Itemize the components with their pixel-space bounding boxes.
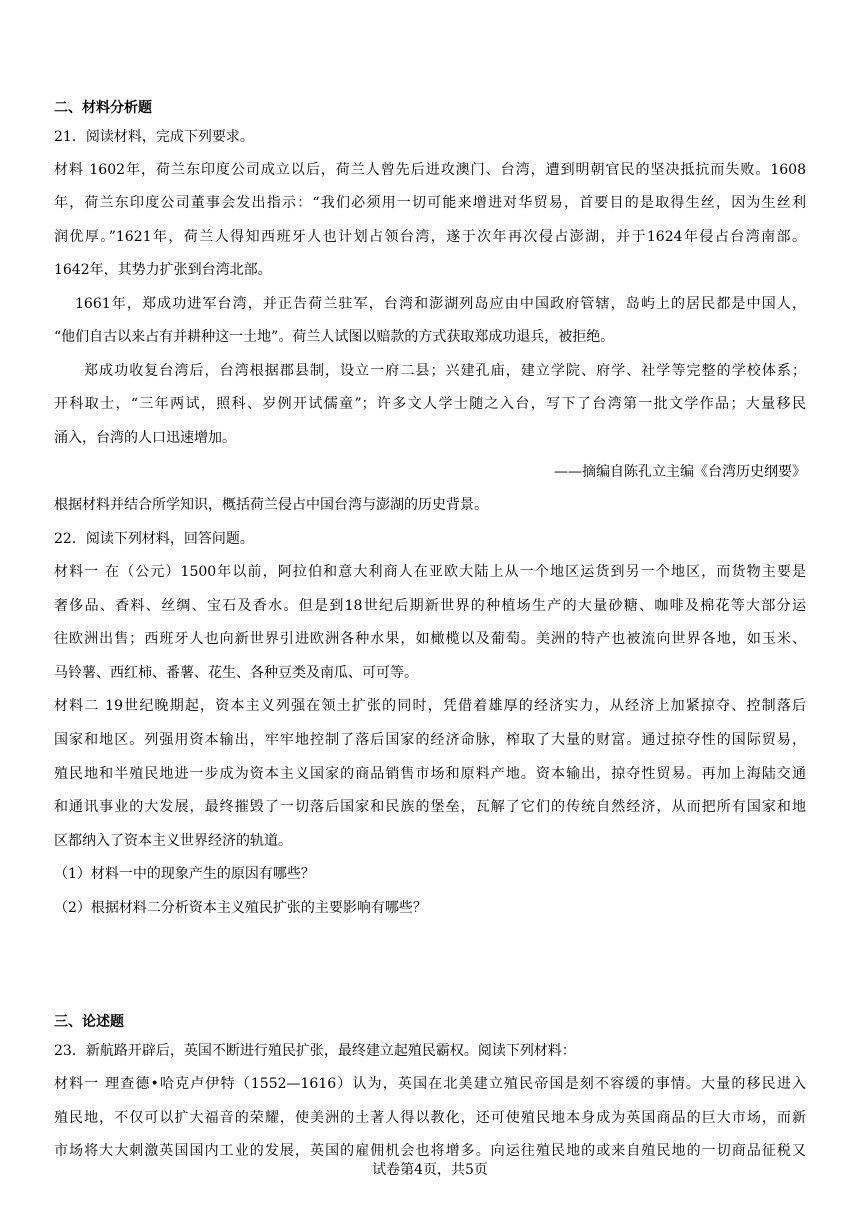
q21-paragraph-3-line: 开科取士，“三年两试，照科、岁例开试儒童”；许多文人学士随之入台，写下了台湾第一批文学作品；大量移民 — [54, 396, 806, 412]
q22-material-1-line: 材料一 在（公元）1500年以前，阿拉伯和意大利商人在亚欧大陆上从一个地区运货到另一个地区，而货物主要是 — [54, 564, 806, 580]
q23-material-1-line: 材料一 理查德•哈克卢伊特（1552—1616）认为，英国在北美建立殖民帝国是刻不容缓的事情。大量的移民进入 — [54, 1076, 806, 1092]
q22-material-2-line: 国家和地区。列强用资本输出，牢牢地控制了落后国家的经济命脉，榨取了大量的财富。通过掠夺性的国际贸易， — [54, 732, 806, 748]
q23-material-1-line: 殖民地，不仅可以扩大福音的荣耀，使美洲的土著人得以教化，还可使殖民地本身成为英国商品的巨大市场，而新 — [54, 1110, 806, 1126]
page-footer: 试卷第4页，共5页 — [372, 1162, 488, 1178]
q22-material-2-line: 区都纳入了资本主义世界经济的轨道。 — [54, 833, 292, 849]
q23-material-1-line: 市场将大大刺激英国国内工业的发展，英国的雇佣机会也将增多。向运往殖民地的或来自殖民地的一切商品征税又 — [54, 1143, 806, 1159]
q22-material-1-line: 往欧洲出售；西班牙人也向新世界引进欧洲各种水果，如橄榄以及葡萄。美洲的特产也被流向世界各地，如玉米、 — [54, 631, 806, 647]
q22-material-1-line: 马铃薯、西红柿、番薯、花生、各种豆类及南瓜、可可等。 — [54, 665, 418, 681]
question-23-prompt: 23．新航路开辟后，英国不断进行殖民扩张，最终建立起殖民霸权。阅读下列材料： — [54, 1043, 576, 1059]
q22-subquestion-2: （2）根据材料二分析资本主义殖民扩张的主要影响有哪些？ — [54, 900, 427, 916]
q21-material-line: 1642年，其势力扩张到台湾北部。 — [54, 262, 272, 278]
q22-material-1-line: 奢侈品、香料、丝绸、宝石及香水。但是到18世纪后期新世界的种植场生产的大量砂糖、咖啡及棉花等大部分运 — [54, 598, 806, 614]
q21-material-line: 材料 1602年，荷兰东印度公司成立以后，荷兰人曾先后进攻澳门、台湾，遭到明朝官民的坚决抵抗而失败。1608 — [54, 162, 806, 178]
q22-subquestion-1: （1）材料一中的现象产生的原因有哪些？ — [54, 866, 315, 882]
q22-material-2-line: 和通讯事业的大发展，最终摧毁了一切落后国家和民族的堡垒，瓦解了它们的传统自然经济，从而把所有国家和地 — [54, 799, 806, 815]
q21-paragraph-2-line: 1661年，郑成功进军台湾，并正告荷兰驻军，台湾和澎湖列岛应由中国政府管辖，岛屿上的居民都是中国人， — [75, 296, 806, 312]
question-21-prompt: 21．阅读材料，完成下列要求。 — [54, 129, 254, 145]
q21-question: 根据材料并结合所学知识，概括荷兰侵占中国台湾与澎湖的历史背景。 — [54, 497, 488, 513]
section-heading-essay: 三、论述题 — [54, 1014, 124, 1030]
q21-source-citation: ——摘编自陈孔立主编《台湾历史纲要》 — [554, 464, 806, 480]
question-22-prompt: 22．阅读下列材料，回答问题。 — [54, 531, 254, 547]
q21-material-line: 润优厚。”1621年，荷兰人得知西班牙人也计划占领台湾，遂于次年再次侵占澎湖，并于1624年侵占台湾南部。 — [54, 229, 806, 245]
q21-material-line: 年，荷兰东印度公司董事会发出指示：“我们必须用一切可能来增进对华贸易，首要目的是取得生丝，因为生丝利 — [54, 195, 806, 211]
q22-material-2-line: 殖民地和半殖民地进一步成为资本主义国家的商品销售市场和原料产地。资本输出，掠夺性贸易。再加上海陆交通 — [54, 766, 806, 782]
q21-paragraph-2-line: “他们自古以来占有并耕种这一土地”。荷兰人试图以赔款的方式获取郑成功退兵，被拒绝。 — [54, 329, 615, 345]
q21-paragraph-3-line: 郑成功收复台湾后，台湾根据郡县制，设立一府二县；兴建孔庙，建立学院、府学、社学等完整的学校体系； — [84, 363, 806, 379]
section-heading-material-analysis: 二、材料分析题 — [54, 100, 152, 116]
q22-material-2-line: 材料二 19世纪晚期起，资本主义列强在领土扩张的同时，凭借着雄厚的经济实力，从经济上加紧掠夺、控制落后 — [54, 698, 806, 714]
q21-paragraph-3-line: 涌入，台湾的人口迅速增加。 — [54, 430, 236, 446]
